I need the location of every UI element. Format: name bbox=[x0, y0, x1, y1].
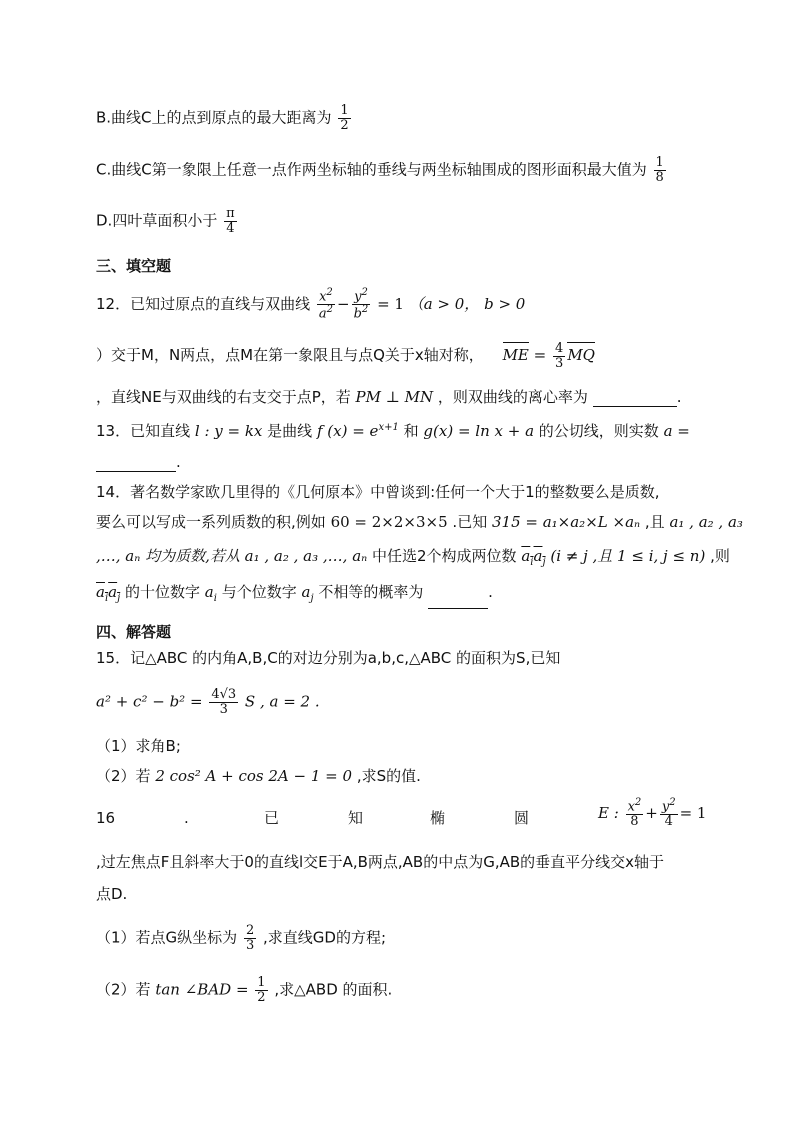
fraction-numerator: 1 bbox=[257, 975, 266, 990]
q12-text-b: ）交于M，N两点，点M在第一象限且与点Q关于x轴对称， bbox=[96, 346, 484, 365]
q12-text-d: ，则双曲线的离心率为 bbox=[437, 388, 588, 406]
q13-text-a: 13．已知直线 bbox=[96, 422, 191, 440]
q16-p1-fraction bbox=[244, 924, 256, 952]
y-squared: $y^2$ bbox=[354, 287, 368, 305]
fraction-denominator: 2 bbox=[257, 989, 266, 1005]
q16-p1-text-a: （1）若点G纵坐标为 bbox=[96, 928, 238, 947]
option-d bbox=[96, 207, 239, 235]
q14-text-3c: ,则 bbox=[710, 547, 730, 565]
fraction-numerator: 1 bbox=[340, 103, 349, 118]
q15-eq-right: S , a = 2 . bbox=[244, 692, 320, 711]
question-14-line-1: 14．著名数学家欧几里得的《几何原本》中曾谈到:任何一个大于1的整数要么是质数, bbox=[96, 483, 660, 501]
q16-char-3: 椭 bbox=[430, 809, 446, 827]
option-b-text: B.曲线C上的点到原点的最大距离为 bbox=[96, 108, 332, 127]
q15-p2-text-a: （2）若 bbox=[96, 767, 151, 785]
q13-curve-f: f (x) = e bbox=[316, 422, 379, 440]
fraction-denominator: 8 bbox=[655, 169, 664, 185]
question-16-line-3: 点D. bbox=[96, 885, 128, 903]
question-12-line-1: 12．已知过原点的直线与双曲线 $\frac{x^2}{a^2}$ − $\frac{y^2}{b^2}$ = 1 （a > 0， b > 0 bbox=[96, 287, 526, 322]
question-15-part-2 bbox=[96, 766, 421, 786]
question-14-line-2 bbox=[96, 512, 743, 532]
question-15-part-1: （1）求角B; bbox=[96, 737, 181, 755]
question-13-line-1 bbox=[96, 418, 690, 441]
answer-blank[interactable] bbox=[96, 471, 176, 472]
question-15-equation bbox=[96, 688, 320, 716]
q15-eq-left: a² + c² − b² = bbox=[96, 692, 203, 711]
q14-sequence-2: a₁ , a₂ , a₃ ,…, aₙ bbox=[244, 547, 368, 565]
q13-curve-g: g(x) = ln x + a bbox=[423, 422, 535, 440]
option-d-fraction bbox=[224, 207, 237, 235]
fraction-numerator: 1 bbox=[655, 155, 664, 170]
q14-example-60: 60 = 2×2×3×5 bbox=[330, 513, 448, 531]
fraction-numerator: 4√3 bbox=[211, 687, 237, 702]
q14-text-3a: ,…, aₙ 均为质数,若从 bbox=[96, 547, 240, 565]
vector-equation: ME = $\frac{4}{3}$ MQ bbox=[502, 341, 595, 371]
q14-end: . bbox=[488, 583, 493, 601]
hyperbola-y-fraction bbox=[352, 288, 371, 321]
option-d-text: D.四叶草面积小于 bbox=[96, 211, 218, 230]
question-13-line-2: . bbox=[96, 452, 181, 472]
fraction-denominator: 3 bbox=[219, 701, 228, 717]
hyperbola-x-fraction bbox=[317, 288, 335, 321]
q14-condition: (i ≠ j ,且 1 ≤ i, j ≤ n) bbox=[550, 547, 706, 565]
fraction-numerator: 2 bbox=[245, 923, 255, 938]
q12-condition: （a > 0， b > 0 bbox=[408, 294, 526, 313]
q12-end: . bbox=[676, 388, 682, 406]
q14-text-2b: .已知 bbox=[452, 513, 488, 531]
q13-text-d: 的公切线，则实数 bbox=[538, 422, 659, 440]
q14-text-2c: ,且 bbox=[644, 513, 665, 531]
q14-text-2a: 要么可以写成一系列质数的积,例如 bbox=[96, 513, 326, 531]
ellipse-label: E : bbox=[598, 803, 619, 822]
q14-text-3b: 中任选2个构成两位数 bbox=[372, 547, 517, 565]
q14-sequence: a₁ , a₂ , a₃ bbox=[669, 513, 743, 531]
q16-p2-fraction bbox=[255, 976, 267, 1004]
q16-p2-text-b: ,求△ABD 的面积. bbox=[274, 980, 393, 999]
q15-p2-equation: 2 cos² A + cos 2A − 1 = 0 bbox=[155, 767, 353, 785]
a-squared: $a^2$ bbox=[318, 303, 334, 322]
two-digit-number: $a_ia_j$ bbox=[96, 583, 121, 604]
question-12-line-3 bbox=[96, 387, 681, 407]
question-16-part-1 bbox=[96, 924, 386, 952]
answer-blank[interactable] bbox=[428, 608, 488, 609]
option-b bbox=[96, 104, 353, 132]
section-fill-in-heading: 三、填空题 bbox=[96, 257, 172, 275]
q12-perpendicular: PM ⊥ MN bbox=[355, 388, 434, 406]
q13-text-c: 和 bbox=[403, 422, 419, 440]
q16-p2-equation: tan ∠BAD = bbox=[155, 980, 249, 999]
answer-blank[interactable] bbox=[593, 406, 677, 407]
two-digit-number: $a_ia_j$ bbox=[521, 547, 546, 568]
fraction-denominator: 4 bbox=[226, 220, 235, 236]
q14-text-4c: 不相等的概率为 bbox=[318, 583, 424, 601]
q12-text-c: ，直线NE与双曲线的右支交于点P，若 bbox=[96, 388, 351, 406]
q13-line-equation: l : y = kx bbox=[194, 422, 263, 440]
q16-p1-text-b: ,求直线GD的方程; bbox=[263, 928, 387, 947]
fraction-denominator: 3 bbox=[245, 937, 255, 953]
option-b-fraction bbox=[338, 104, 350, 132]
option-c-text: C.曲线C第一象限上任意一点作两坐标轴的垂线与两坐标轴围成的图形面积最大值为 bbox=[96, 160, 647, 179]
question-14-line-3 bbox=[96, 546, 730, 573]
question-16-line-2: ,过左焦点F且斜率大于0的直线l交E于A,B两点,AB的中点为G,AB的垂直平分线交x轴于 bbox=[96, 853, 665, 871]
x-squared: $x^2$ bbox=[319, 287, 333, 305]
fraction-numerator: π bbox=[226, 206, 235, 221]
q16-p2-text-a: （2）若 bbox=[96, 980, 151, 999]
question-12-line-2 bbox=[96, 342, 595, 370]
q15-fraction bbox=[209, 688, 238, 716]
q13-text-b: 是曲线 bbox=[267, 422, 313, 440]
exponent: x+1 bbox=[378, 422, 399, 433]
b-squared: $b^2$ bbox=[353, 303, 369, 322]
question-14-line-4 bbox=[96, 582, 493, 609]
question-15-line-1: 15．记△ABC 的内角A,B,C的对边分别为a,b,c,△ABC 的面积为S,已知 bbox=[96, 649, 561, 667]
q15-p2-text-b: ,求S的值. bbox=[356, 767, 421, 785]
q14-text-4a: 的十位数字 bbox=[125, 583, 201, 601]
q16-char-2: 知 bbox=[348, 809, 364, 827]
q16-dot: . bbox=[184, 809, 189, 827]
fraction-denominator: 2 bbox=[340, 117, 349, 133]
q12-text-a: 12．已知过原点的直线与双曲线 bbox=[96, 294, 311, 313]
q14-text-4b: 与个位数字 bbox=[221, 583, 297, 601]
section-answer-heading: 四、解答题 bbox=[96, 623, 172, 641]
q16-char-1: 已 bbox=[264, 809, 280, 827]
digit-ai: $a_i$ bbox=[204, 583, 217, 604]
q14-product-315: 315 = a₁×a₂×L ×aₙ bbox=[491, 513, 641, 531]
q16-number: 16 bbox=[96, 809, 116, 827]
q16-char-4: 圆 bbox=[514, 809, 530, 827]
option-c-fraction bbox=[654, 156, 666, 184]
question-16-part-2 bbox=[96, 976, 392, 1004]
digit-aj: $a_j$ bbox=[301, 583, 314, 604]
option-c bbox=[96, 156, 668, 184]
q13-a-equals: a = bbox=[663, 422, 690, 440]
ellipse-equation: E : $\frac{x^2}{8}$ + $\frac{y^2}{4}$ = 1 bbox=[598, 797, 707, 829]
